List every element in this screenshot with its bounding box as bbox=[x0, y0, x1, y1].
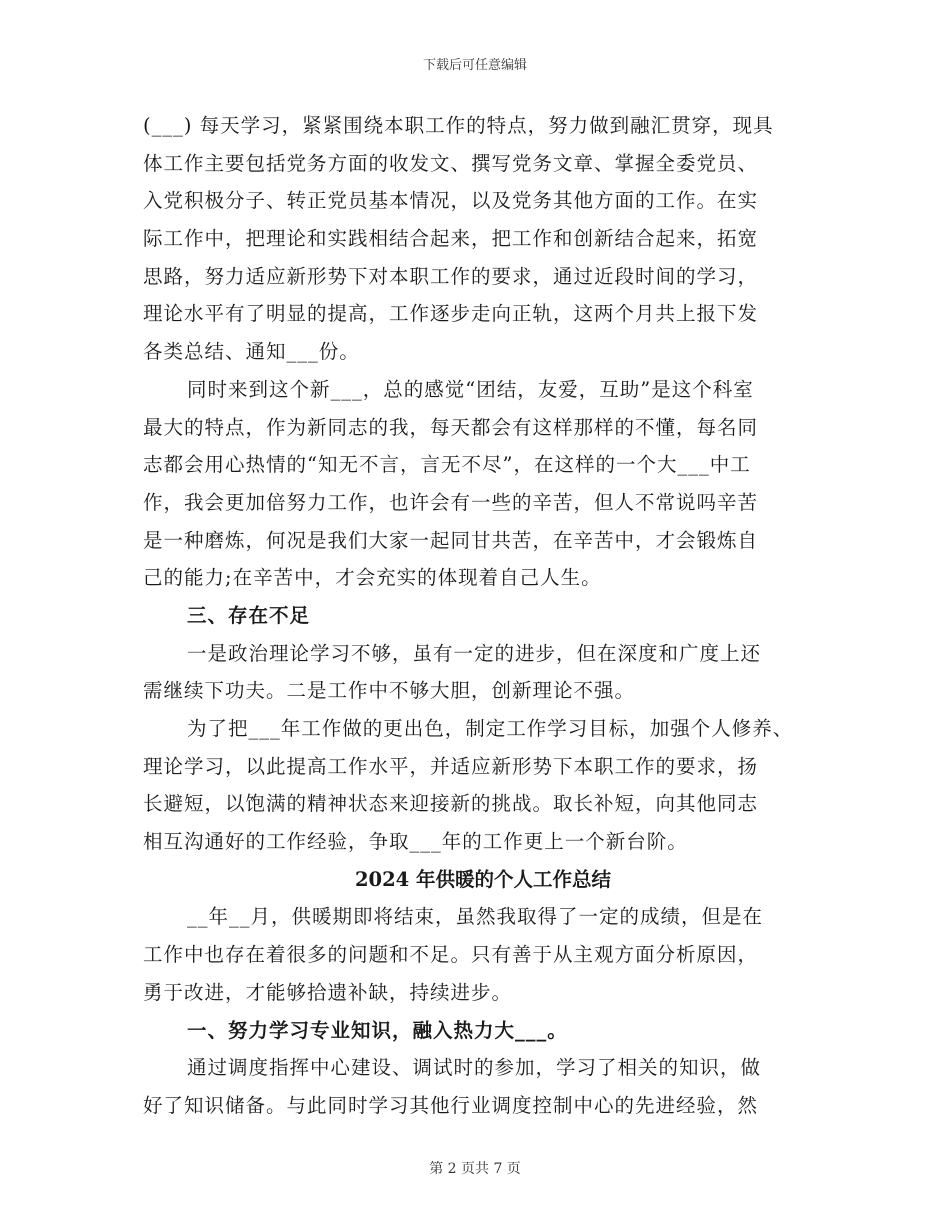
text-line: 通过调度指挥中心建设、调试时的参加，学习了相关的知识，做 bbox=[187, 1056, 762, 1080]
text-line: (___) 每天学习，紧紧围绕本职工作的特点，努力做到融汇贯穿，现具 bbox=[143, 114, 774, 137]
text-line: 好了知识储备。与此同时学习其他行业调度控制中心的先进经验，然 bbox=[143, 1093, 759, 1117]
text-line: 己的能力;在辛苦中，才会充实的体现着自己人生。 bbox=[143, 566, 602, 590]
text-line: 体工作主要包括党务方面的收发文、撰写党务文章、掌握全委党员、 bbox=[143, 151, 759, 175]
text-line: 一是政治理论学习不够，虽有一定的进步，但在深度和广度上还 bbox=[187, 641, 762, 665]
page-header: 下载后可任意编辑 bbox=[422, 58, 527, 73]
section-title: 2024 年供暖的个人工作总结 bbox=[354, 867, 612, 891]
text-line: 作，我会更加倍努力工作，也许会有一些的辛苦，但人不常说吗辛苦 bbox=[143, 490, 759, 514]
text-line: 理论水平有了明显的提高，工作逐步走向正轨，这两个月共上报下发 bbox=[143, 302, 759, 326]
text-line: 为了把___年工作做的更出色，制定工作学习目标，加强个人修养、 bbox=[187, 717, 794, 740]
text-line: 是一种磨炼，何况是我们大家一起同甘共苦，在辛苦中，才会锻炼自 bbox=[143, 528, 759, 552]
section-heading: 三、存在不足 bbox=[187, 603, 311, 627]
text-line: 志都会用心热情的“知无不言，言无不尽”，在这样的一个大___中工 bbox=[143, 453, 751, 477]
text-line: 相互沟通好的工作经验，争取___年的工作更上一个新台阶。 bbox=[143, 830, 688, 854]
text-line: 思路，努力适应新形势下对本职工作的要求，通过近段时间的学习， bbox=[143, 264, 759, 288]
text-line: 长避短，以饱满的精神状态来迎接新的挑战。取长补短，向其他同志 bbox=[143, 792, 759, 816]
text-line: 入党积极分子、转正党员基本情况，以及党务其他方面的工作。在实 bbox=[143, 189, 759, 213]
document-body bbox=[143, 107, 823, 1125]
text-line: 需继续下功夫。二是工作中不够大胆，创新理论不强。 bbox=[143, 679, 636, 703]
text-line: __年__月，供暖期即将结束，虽然我取得了一定的成绩，但是在 bbox=[187, 905, 764, 929]
text-line: 勇于改进，才能够拾遗补缺，持续进步。 bbox=[143, 980, 513, 1004]
text-line: 工作中也存在着很多的问题和不足。只有善于从主观方面分析原因， bbox=[143, 943, 759, 967]
text-line: 际工作中，把理论和实践相结合起来，把工作和创新结合起来，拓宽 bbox=[143, 227, 759, 251]
text-line: 最大的特点，作为新同志的我，每天都会有这样那样的不懂，每名同 bbox=[143, 415, 759, 439]
text-line: 各类总结、通知___份。 bbox=[143, 340, 360, 364]
section-heading: 一、努力学习专业知识，融入热力大___。 bbox=[187, 1018, 568, 1042]
text-line: 同时来到这个新___，总的感觉“团结，友爱，互助”是这个科室 bbox=[187, 377, 754, 401]
page-footer: 第 2 页共 7 页 bbox=[429, 1161, 521, 1177]
text-line: 理论学习，以此提高工作水平，并适应新形势下本职工作的要求，扬 bbox=[143, 754, 759, 778]
